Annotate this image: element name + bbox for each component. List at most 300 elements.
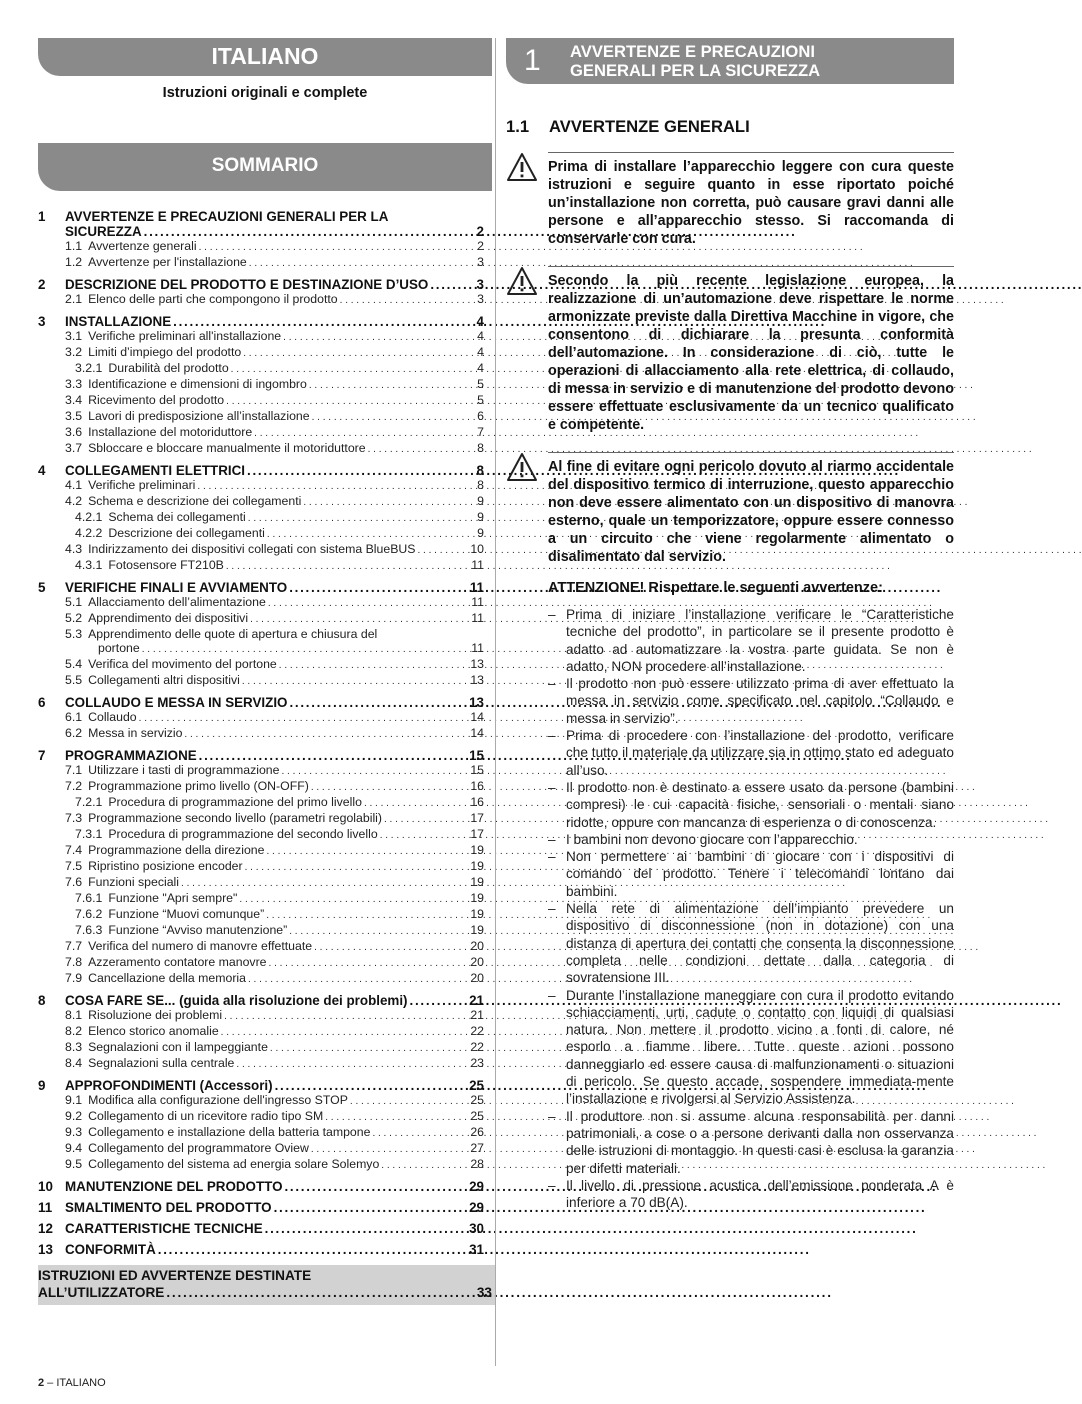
- bullet-item: – Prima di procedere con l’installazione del prodotto, verificare che tutto il materiale da utilizzare sia in ottimo stato ed adeguato all’uso.: [548, 727, 954, 779]
- toc-page-number: 26: [470, 1125, 484, 1139]
- toc-subsection-row[interactable]: [38, 891, 484, 907]
- toc-section: [38, 463, 484, 574]
- toc-subsection-title: Programmazione secondo livello (parametri regolabili): [88, 811, 382, 825]
- footer-label: ITALIANO: [56, 1377, 106, 1389]
- warning-triangle-icon: [506, 266, 538, 296]
- toc-page-number: 4: [477, 329, 484, 343]
- toc-subsection-number: 7.2: [65, 779, 83, 793]
- toc-subsection-title: Programmazione della direzione: [88, 843, 265, 857]
- toc-subsection-number: 6.1: [65, 710, 83, 724]
- toc-subsection-title: Avvertenze per l'installazione: [88, 255, 247, 269]
- toc-page-number: 7: [477, 425, 484, 439]
- toc-page-number: 22: [470, 1024, 484, 1038]
- toc-subsection-number: 3.2.1: [75, 361, 103, 375]
- toc-subsection-title: Limiti d’impiego del prodotto: [88, 345, 242, 359]
- toc-subsection-number: 8.4: [65, 1056, 83, 1070]
- toc-page-number: 3: [476, 277, 484, 292]
- toc-chapter-row[interactable]: [38, 209, 484, 224]
- bullet-item: – Prima di iniziare l’installazione verificare le “Caratteristiche tecniche del prodotto”, in particolare se il presente prodotto è adatto ad automatizzare la vostra parte guidata. Se non è adatto, NON procedere all’installazione.: [548, 606, 954, 675]
- toc-chapter-number: 2: [38, 277, 46, 292]
- toc-subsection-title: Risoluzione dei problemi: [88, 1008, 223, 1022]
- toc-subsection-row[interactable]: [38, 955, 484, 971]
- toc-chapter-number: 6: [38, 695, 46, 710]
- toc-subsection-number: 7.6.1: [75, 891, 103, 905]
- toc-subsection-title: Azzeramento contatore manovre: [88, 955, 267, 969]
- toc-subsection-number: 7.6.3: [75, 923, 103, 937]
- toc-subsection-title: Allacciamento dell’alimentazione: [88, 595, 266, 609]
- toc-subsection-number: 7.3.1: [75, 827, 103, 841]
- toc-section: [38, 1221, 484, 1236]
- toc-section: [38, 580, 484, 689]
- toc-subsection-row[interactable]: [38, 726, 484, 742]
- toc-subsection-number: 8.2: [65, 1024, 83, 1038]
- toc-subsection-number: 4.3.1: [75, 558, 103, 572]
- toc-page-number: 29: [469, 1200, 484, 1215]
- warning-triangle-icon: [506, 452, 538, 482]
- toc-subsection-row[interactable]: [38, 478, 484, 494]
- toc-subsection-title: Verifiche preliminari: [88, 478, 196, 492]
- toc-subsection-number: 4.2.2: [75, 526, 103, 540]
- toc-subsection-number: 9.2: [65, 1109, 83, 1123]
- bullet-item: – Durante l’installazione maneggiare con cura il prodotto evitando schiacciamenti, urti, cadute o contatto con liquidi di qualsiasi natura. Non mettere il prodotto vicino a fonti di calore, né esporlo a fiamme libere. Tutte queste azioni possono danneggiarlo ed essere causa di malfunzionamenti o situazioni di pericolo. Se questo accade, sospendere immediata-mente l’installazione e rivolgersi al Servizio Assistenza.: [548, 987, 954, 1108]
- toc-subsection-title: Funzione “Muovi comunque”: [108, 907, 265, 921]
- language-title-band: [38, 38, 492, 76]
- toc-page-number: 20: [470, 955, 484, 969]
- toc-subsection-row[interactable]: [38, 255, 484, 271]
- toc-chapter-number: 10: [38, 1179, 53, 1194]
- toc-subsection-title: Verifica del movimento del portone: [88, 657, 277, 671]
- toc-subsection-title: Messa in servizio: [88, 726, 183, 740]
- toc-subsection-number: 9.3: [65, 1125, 83, 1139]
- toc-subsection-title: Ripristino posizione encoder: [88, 859, 243, 873]
- toc-user-section[interactable]: [38, 1265, 496, 1305]
- toc-chapter-row[interactable]: [38, 748, 484, 763]
- toc-subsection-row[interactable]: [38, 1024, 484, 1040]
- toc-subsection-number: 4.1: [65, 478, 83, 492]
- toc-chapter-row[interactable]: [38, 1078, 484, 1093]
- toc-subsection-number: 7.6.2: [75, 907, 103, 921]
- toc-subsection-number: 3.7: [65, 441, 83, 455]
- toc-page-number: 19: [470, 875, 484, 889]
- toc-chapter-row[interactable]: [38, 1179, 484, 1194]
- toc-subsection-row[interactable]: [38, 526, 484, 542]
- toc-chapter-row[interactable]: [38, 463, 484, 478]
- toc-subsection-title: Fotosensore FT210B: [108, 558, 224, 572]
- toc-subsection-title: Descrizione dei collegamenti: [108, 526, 265, 540]
- right-column: [506, 38, 954, 1211]
- toc-section: [38, 277, 484, 308]
- toc-page-number: 17: [470, 827, 484, 841]
- toc-subsection-number: 5.5: [65, 673, 83, 687]
- toc-chapter-title: COLLEGAMENTI ELETTRICI: [65, 463, 246, 478]
- toc-subsection-number: 3.2: [65, 345, 83, 359]
- toc-page-number: 11: [471, 595, 484, 609]
- toc-page-number: 4: [477, 345, 484, 359]
- toc-subsection-number: 7.2.1: [75, 795, 103, 809]
- toc-chapter-number: 12: [38, 1221, 53, 1236]
- toc-subsection-row[interactable]: [38, 393, 484, 409]
- toc-subsection-row[interactable]: [38, 345, 484, 361]
- toc-subsection-row[interactable]: [38, 542, 484, 558]
- toc-subsection-row[interactable]: [38, 673, 484, 689]
- toc-chapter-number: 13: [38, 1242, 53, 1257]
- toc-chapter-row[interactable]: [38, 695, 484, 710]
- toc-subsection-number: 8.1: [65, 1008, 83, 1022]
- language-title: ITALIANO: [211, 43, 319, 69]
- chapter-header: [506, 38, 954, 84]
- chapter-number: 1: [524, 44, 541, 77]
- toc-subsection-number: 9.5: [65, 1157, 83, 1171]
- toc-subsection-row[interactable]: [38, 409, 484, 425]
- toc-subsection-title: Collegamento di un ricevitore radio tipo SM: [88, 1109, 324, 1123]
- toc-subsection-number: 7.6: [65, 875, 83, 889]
- bullet-item: – Il prodotto non è destinato a essere usato da persone (bambini compresi) le cui capacità fisiche, sensoriali o mentali siano ridotte, oppure con mancanza di esperienza o di conoscenza.: [548, 779, 954, 831]
- toc-page-number: 9: [477, 526, 484, 540]
- toc-section: [38, 1200, 484, 1215]
- toc-chapter-number: 5: [38, 580, 46, 595]
- toc-subsection-title: Segnalazioni sulla centrale: [88, 1056, 235, 1070]
- toc-chapter-row[interactable]: [38, 580, 484, 595]
- toc-subsection-row[interactable]: [38, 239, 484, 255]
- page-footer: [38, 1377, 106, 1389]
- toc-user-title: ISTRUZIONI ED AVVERTENZE DESTINATE: [38, 1268, 312, 1283]
- toc-subsection-row[interactable]: [38, 1141, 484, 1157]
- toc-section: [38, 748, 484, 987]
- toc-page-number: 23: [470, 1056, 484, 1070]
- toc-subsection-number: 9.1: [65, 1093, 83, 1107]
- toc-page-number: 10: [470, 542, 484, 556]
- toc-page-number: 6: [477, 409, 484, 423]
- section-title: AVVERTENZE GENERALI: [549, 117, 750, 136]
- toc-title: SOMMARIO: [211, 155, 319, 176]
- toc-subsection-number: 1.2: [65, 255, 83, 269]
- toc-chapter-number: 4: [38, 463, 46, 478]
- toc-section: [38, 209, 484, 271]
- toc-subsection-title: Apprendimento delle quote di apertura e chiusura del: [88, 627, 378, 641]
- toc-chapter-number: 3: [38, 314, 46, 329]
- toc-subsection-row[interactable]: [38, 627, 484, 641]
- toc-subsection-row[interactable]: [38, 361, 484, 377]
- bullet-item: – I bambini non devono giocare con l’apparecchio.: [548, 831, 954, 848]
- toc-subsection-title: Collegamento del sistema ad energia solare Solemyo: [88, 1157, 380, 1171]
- toc-chapter-title: CONFORMITÀ: [65, 1242, 156, 1257]
- toc-subsection-row[interactable]: [38, 939, 484, 955]
- toc-subsection-row[interactable]: [38, 595, 484, 611]
- toc-section: [38, 1242, 484, 1257]
- toc-subsection-title: Durabilità del prodotto: [108, 361, 229, 375]
- toc-subsection-number: 7.3: [65, 811, 83, 825]
- toc-subsection-number: 5.2: [65, 611, 83, 625]
- toc-chapter-title: COLLAUDO E MESSA IN SERVIZIO: [65, 695, 288, 710]
- toc-chapter-row[interactable]: [38, 1242, 484, 1257]
- toc-chapter-row[interactable]: [38, 277, 484, 292]
- toc-chapter-row[interactable]: [38, 1200, 484, 1215]
- toc-page-number: 19: [470, 843, 484, 857]
- toc-chapter-row[interactable]: [38, 314, 484, 329]
- toc-subsection-number: 7.4: [65, 843, 83, 857]
- toc-subsection-row[interactable]: [38, 859, 484, 875]
- toc-subsection-row[interactable]: [38, 377, 484, 393]
- toc-subsection-title: Lavori di predisposizione all’installazione: [88, 409, 310, 423]
- toc-subsection-title: Identificazione e dimensioni di ingombro: [88, 377, 307, 391]
- toc-page-number: 28: [470, 1157, 484, 1171]
- toc-subsection-number: 9.4: [65, 1141, 83, 1155]
- toc-page-number: 20: [470, 971, 484, 985]
- toc-subsection-title: Elenco storico anomalie: [88, 1024, 219, 1038]
- toc-page-number: 17: [470, 811, 484, 825]
- toc-subsection-title: Apprendimento dei dispositivi: [88, 611, 249, 625]
- toc-subsection-row-cont[interactable]: [38, 641, 484, 657]
- toc-page-number: 30: [469, 1221, 484, 1236]
- toc-subsection-title: Modifica alla configurazione dell'ingresso STOP: [88, 1093, 348, 1107]
- warnings-bullet-list: [506, 606, 954, 1211]
- toc-chapter-title: AVVERTENZE E PRECAUZIONI GENERALI PER LA: [65, 209, 389, 224]
- toc-subsection-title: Collegamento e installazione della batteria tampone: [88, 1125, 371, 1139]
- toc-page-number: 19: [470, 923, 484, 937]
- toc-page-number: 19: [470, 907, 484, 921]
- toc-chapter-title-cont: SICUREZZA: [65, 224, 142, 239]
- toc-subsection-title: Cancellazione della memoria: [88, 971, 246, 985]
- toc-page-number: 13: [470, 657, 484, 671]
- toc-page-number: 4: [477, 361, 484, 375]
- toc-subsection-row[interactable]: [38, 1008, 484, 1024]
- table-of-contents: [38, 209, 484, 1257]
- toc-page-number: 27: [470, 1141, 484, 1155]
- toc-subsection-number: 4.2: [65, 494, 83, 508]
- toc-page-number: 29: [469, 1179, 484, 1194]
- toc-subsection-number: 3.6: [65, 425, 83, 439]
- toc-page-number: 21: [469, 993, 484, 1008]
- warning-text: Secondo la più recente legislazione europea, la realizzazione di un’automazione deve rispettare le norme armonizzate previste dalla Direttiva Macchine in vigore, che consentono di dichiarare la presunta conformità dell’automazione. In considerazione di ciò, tutte le operazioni di allacciamento alla rete elettrica, di collaudo, di messa in servizio e di manutenzione del prodotto devono essere effettuate esclusivamente da un tecnico qualificato e competente.: [548, 266, 954, 434]
- toc-subsection-row[interactable]: [38, 657, 484, 673]
- toc-subsection-title: Collaudo: [88, 710, 137, 724]
- toc-page-number: 8: [476, 463, 484, 478]
- toc-chapter-title: SMALTIMENTO DEL PRODOTTO: [65, 1200, 272, 1215]
- subtitle: Istruzioni originali e complete: [162, 85, 368, 101]
- toc-page-number: 25: [469, 1078, 484, 1093]
- toc-subsection-row[interactable]: [38, 292, 484, 308]
- toc-subsection-number: 6.2: [65, 726, 83, 740]
- toc-subsection-title: Sbloccare e bloccare manualmente il motoriduttore: [88, 441, 366, 455]
- toc-page-number: 16: [470, 779, 484, 793]
- toc-subsection-number: 3.5: [65, 409, 83, 423]
- toc-subsection-row[interactable]: [38, 763, 484, 779]
- toc-subsection-row[interactable]: [38, 425, 484, 441]
- toc-page-number: 4: [476, 314, 484, 329]
- toc-subsection-row[interactable]: [38, 875, 484, 891]
- toc-subsection-row[interactable]: [38, 1040, 484, 1056]
- toc-subsection-title: Procedura di programmazione del secondo livello: [108, 827, 378, 841]
- toc-subsection-row[interactable]: [38, 1157, 484, 1173]
- toc-chapter-title: INSTALLAZIONE: [65, 314, 172, 329]
- toc-page-number: 5: [477, 393, 484, 407]
- warning-text: Prima di installare l’apparecchio leggere con cura queste istruzioni e seguire quanto in esse riportato poiché un’installazione non corretta, può causare gravi danni alle persone e all’apparecchio stesso. Si raccomanda di conservarle con cura.: [548, 152, 954, 248]
- toc-subsection-number: 4.2.1: [75, 510, 103, 524]
- toc-subsection-title: Procedura di programmazione del primo livello: [108, 795, 362, 809]
- toc-page-number: 13: [470, 673, 484, 687]
- toc-subsection-row[interactable]: [38, 494, 484, 510]
- toc-page-number: 2: [477, 239, 484, 253]
- toc-subsection-title: Collegamento del programmatore Oview: [88, 1141, 309, 1155]
- toc-page-number: 3: [477, 255, 484, 269]
- toc-subsection-title: Elenco delle parti che compongono il prodotto: [88, 292, 338, 306]
- toc-subsection-title: Avvertenze generali: [88, 239, 197, 253]
- toc-subsection-row[interactable]: [38, 907, 484, 923]
- toc-chapter-title: APPROFONDIMENTI (Accessori): [65, 1078, 273, 1093]
- toc-chapter-number: 1: [38, 209, 46, 224]
- toc-subsection-number: 7.8: [65, 955, 83, 969]
- toc-subsection-title: Funzione "Apri sempre": [108, 891, 238, 905]
- toc-chapter-title: VERIFICHE FINALI E AVVIAMENTO: [65, 580, 288, 595]
- toc-subsection-row[interactable]: [38, 329, 484, 345]
- toc-page-number: 9: [477, 510, 484, 524]
- toc-subsection-row[interactable]: [38, 510, 484, 526]
- toc-subsection-number: 4.3: [65, 542, 83, 556]
- toc-subsection-number: 5.4: [65, 657, 83, 671]
- toc-page-number: 8: [477, 441, 484, 455]
- toc-page-number: 31: [469, 1242, 484, 1257]
- toc-chapter-number: 7: [38, 748, 46, 763]
- toc-page-number: 15: [470, 763, 484, 777]
- toc-page-number: 16: [470, 795, 484, 809]
- toc-chapter-title: PROGRAMMAZIONE: [65, 748, 197, 763]
- toc-subsection-title: Ricevimento del prodotto: [88, 393, 225, 407]
- warnings-list: [506, 152, 954, 566]
- toc-page-number: 19: [470, 891, 484, 905]
- toc-page-number: 13: [469, 695, 484, 710]
- toc-page-number: 9: [477, 494, 484, 508]
- toc-section: [38, 1078, 484, 1173]
- toc-subsection-number: 7.5: [65, 859, 83, 873]
- toc-page-number: 3: [477, 292, 484, 306]
- toc-subsection-row[interactable]: [38, 1109, 484, 1125]
- bullet-item: – Il produttore non si assume alcuna responsabilità per danni patrimoniali, a cose o a persone derivanti dalla non osservanza delle istruzioni di montaggio. In questi casi è esclusa la garanzia per difetti materiali.: [548, 1108, 954, 1177]
- toc-subsection-row[interactable]: [38, 558, 484, 574]
- toc-subsection-title: Programmazione primo livello (ON-OFF): [88, 779, 309, 793]
- toc-page-number: 11: [471, 558, 484, 572]
- toc-subsection-row[interactable]: [38, 811, 484, 827]
- footer-page-number: 2: [38, 1377, 45, 1389]
- bullet-item: – Il prodotto non può essere utilizzato prima di aver effettuato la messa in servizio come specificato nel capitolo “Collaudo e messa in servizio”.: [548, 675, 954, 727]
- toc-page-number: 25: [470, 1093, 484, 1107]
- toc-section: [38, 695, 484, 742]
- toc-subsection-title: Utilizzare i tasti di programmazione: [88, 763, 280, 777]
- toc-subsection-title: Collegamenti altri dispositivi: [88, 673, 240, 687]
- toc-page-number: 11: [469, 580, 484, 595]
- toc-chapter-title: DESCRIZIONE DEL PRODOTTO E DESTINAZIONE D’USO: [65, 277, 429, 292]
- toc-subsection-number: 3.3: [65, 377, 83, 391]
- toc-subsection-row[interactable]: [38, 795, 484, 811]
- warning-text: Al fine di evitare ogni pericolo dovuto al riarmo accidentale del dispositivo termico di interruzione, questo apparecchio non deve essere alimentato con un dispositivo di manovra esterno, quale un temporizzatore, oppure essere connesso a un circuito che viene regolarmente alimentato o disalimentato dal servizio.: [548, 452, 954, 566]
- left-column: [38, 38, 492, 1305]
- toc-subsection-row[interactable]: [38, 827, 484, 843]
- toc-page-number: 14: [470, 710, 484, 724]
- toc-page-number: 25: [470, 1109, 484, 1123]
- bullet-item: – Il livello di pressione acustica dell’emissione ponderata A è inferiore a 70 dB(A).: [548, 1177, 954, 1212]
- toc-subsection-title: Segnalazioni con il lampeggiante: [88, 1040, 268, 1054]
- toc-subsection-title: Funzione “Avviso manutenzione”: [108, 923, 288, 937]
- toc-subsection-number: 3.1: [65, 329, 83, 343]
- toc-page-number: 15: [469, 748, 484, 763]
- toc-subsection-number: 5.1: [65, 595, 83, 609]
- toc-subsection-title: Installazione del motoriduttore: [88, 425, 253, 439]
- toc-page-number: 11: [471, 641, 484, 655]
- toc-subsection-title: Verifica del numero di manovre effettuate: [88, 939, 313, 953]
- toc-page-number: 21: [470, 1008, 484, 1022]
- toc-section: [38, 993, 484, 1072]
- toc-subsection-row[interactable]: [38, 1093, 484, 1109]
- toc-subsection-number: 8.3: [65, 1040, 83, 1054]
- warning-block: [506, 452, 954, 566]
- toc-subsection-title-cont: portone: [98, 641, 140, 655]
- toc-title-band: [38, 143, 492, 191]
- warning-block: [506, 266, 954, 434]
- toc-page-number: 2: [476, 224, 484, 239]
- toc-chapter-title: CARATTERISTICHE TECNICHE: [65, 1221, 263, 1236]
- toc-page-number: 33: [476, 1285, 492, 1300]
- toc-chapter-number: 9: [38, 1078, 46, 1093]
- bullet-item: – Nella rete di alimentazione dell’impianto prevedere un dispositivo di disconnessione (non in dotazione) con una distanza di apertura dei contatti che consenta la disconnessione completa nelle condizioni dettate dalla categoria di sovratensione III.: [548, 900, 954, 986]
- toc-subsection-number: 1.1: [65, 239, 83, 253]
- chapter-title: AVVERTENZE E PRECAUZIONI GENERALI PER LA SICUREZZA: [570, 42, 821, 80]
- section-heading: [506, 117, 954, 137]
- toc-page-number: 19: [470, 859, 484, 873]
- toc-subsection-row[interactable]: [38, 1056, 484, 1072]
- toc-subsection-title: Verifiche preliminari all'installazione: [88, 329, 282, 343]
- section-number: 1.1: [506, 117, 530, 136]
- toc-subsection-title: Funzioni speciali: [88, 875, 180, 889]
- bullet-item: – Non permettere ai bambini di giocare con i dispositivi di comando del prodotto. Tenere i telecomandi lontano dai bambini.: [548, 848, 954, 900]
- toc-subsection-row[interactable]: [38, 611, 484, 627]
- toc-subsection-number: 2.1: [65, 292, 83, 306]
- warning-block: [506, 152, 954, 248]
- column-divider: [495, 38, 496, 1366]
- toc-subsection-row[interactable]: [38, 710, 484, 726]
- toc-page-number: 22: [470, 1040, 484, 1054]
- toc-chapter-row[interactable]: [38, 1221, 484, 1236]
- toc-subsection-row[interactable]: [38, 971, 484, 987]
- warning-triangle-icon: [506, 152, 538, 182]
- toc-page-number: 5: [477, 377, 484, 391]
- toc-section: [38, 1179, 484, 1194]
- toc-page-number: 20: [470, 939, 484, 953]
- toc-chapter-number: 11: [38, 1200, 53, 1215]
- toc-section: [38, 314, 484, 457]
- attention-heading: ATTENZIONE! Rispettare le seguenti avvertenze:: [548, 580, 883, 596]
- toc-chapter-title: COSA FARE SE... (guida alla risoluzione dei problemi): [65, 993, 408, 1008]
- toc-subsection-row[interactable]: [38, 923, 484, 939]
- toc-chapter-row[interactable]: [38, 993, 484, 1008]
- toc-chapter-number: 8: [38, 993, 46, 1008]
- toc-page-number: 8: [477, 478, 484, 492]
- footer-separator: –: [44, 1377, 57, 1389]
- toc-user-title-cont: ALL’UTILIZZATORE . . . 33: [38, 1284, 492, 1301]
- toc-subsection-number: 3.4: [65, 393, 83, 407]
- toc-chapter-row-cont[interactable]: [38, 224, 484, 239]
- toc-subsection-title: Indirizzamento dei dispositivi collegati con sistema BlueBUS: [88, 542, 416, 556]
- toc-subsection-number: 7.7: [65, 939, 83, 953]
- toc-subsection-number: 5.3: [65, 627, 83, 641]
- toc-subsection-row[interactable]: [38, 779, 484, 795]
- toc-page-number: 14: [470, 726, 484, 740]
- toc-subsection-title: Schema e descrizione dei collegamenti: [88, 494, 302, 508]
- toc-subsection-row[interactable]: [38, 441, 484, 457]
- toc-chapter-title: MANUTENZIONE DEL PRODOTTO: [65, 1179, 283, 1194]
- toc-subsection-row[interactable]: [38, 1125, 484, 1141]
- toc-page-number: 11: [471, 611, 484, 625]
- toc-subsection-row[interactable]: [38, 843, 484, 859]
- toc-subsection-title: Schema dei collegamenti: [108, 510, 246, 524]
